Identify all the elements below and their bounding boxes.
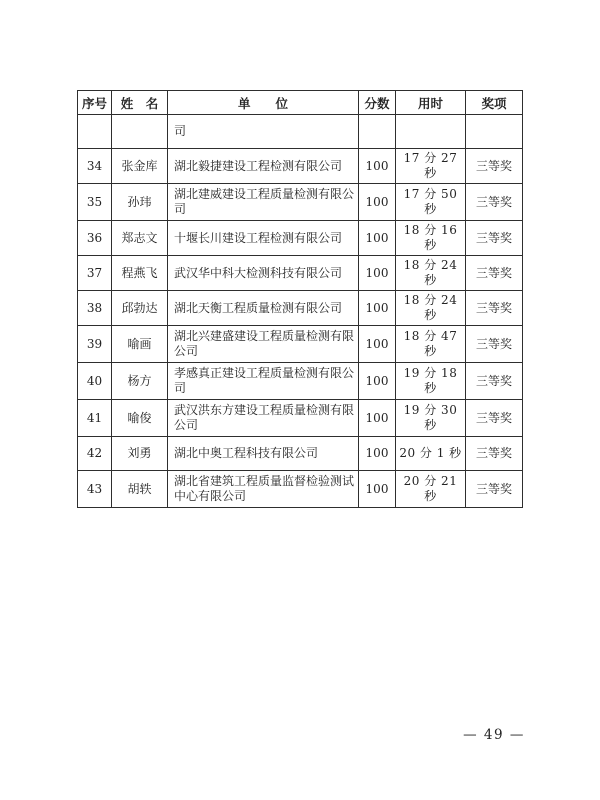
table-row [78,149,523,184]
table-row [78,256,523,291]
cell-serial: 41 [78,400,112,437]
cell-serial: 39 [78,326,112,363]
cell-name [112,115,168,149]
cell-name: 郑志文 [112,221,168,256]
table-row [78,471,523,508]
cell-award: 三等奖 [466,437,523,471]
cell-name: 邱勃达 [112,291,168,326]
header-serial: 序号 [78,91,112,115]
table-row [78,400,523,437]
table-row [78,291,523,326]
cell-serial [78,115,112,149]
table-row [78,363,523,400]
cell-name: 喻俊 [112,400,168,437]
cell-score: 100 [359,326,396,363]
cell-unit: 武汉洪东方建设工程质量检测有限公司 [168,400,359,437]
table-row [78,221,523,256]
cell-time: 18 分 16 秒 [396,221,466,256]
header-score: 分数 [359,91,396,115]
cell-award: 三等奖 [466,184,523,221]
header-award: 奖项 [466,91,523,115]
cell-serial: 37 [78,256,112,291]
cell-time: 17 分 50 秒 [396,184,466,221]
cell-score: 100 [359,363,396,400]
header-unit: 单 位 [168,91,359,115]
cell-award: 三等奖 [466,149,523,184]
cell-award: 三等奖 [466,221,523,256]
cell-score: 100 [359,256,396,291]
cell-award: 三等奖 [466,471,523,508]
cell-award: 三等奖 [466,400,523,437]
table-row [78,184,523,221]
cell-time: 18 分 47 秒 [396,326,466,363]
cell-unit: 湖北建威建设工程质量检测有限公司 [168,184,359,221]
cell-unit: 孝感真正建设工程质量检测有限公司 [168,363,359,400]
table-row [78,437,523,471]
cell-time: 20 分 1 秒 [396,437,466,471]
cell-name: 张金库 [112,149,168,184]
cell-unit: 司 [168,115,359,149]
cell-serial: 35 [78,184,112,221]
cell-serial: 42 [78,437,112,471]
cell-serial: 38 [78,291,112,326]
cell-score: 100 [359,291,396,326]
cell-name: 程燕飞 [112,256,168,291]
cell-serial: 36 [78,221,112,256]
results-table [77,90,523,508]
table-header-row [78,91,523,115]
cell-name: 胡轶 [112,471,168,508]
cell-time: 20 分 21 秒 [396,471,466,508]
cell-name: 喻画 [112,326,168,363]
cell-score: 100 [359,437,396,471]
cell-unit: 湖北毅捷建设工程检测有限公司 [168,149,359,184]
cell-award: 三等奖 [466,291,523,326]
cell-serial: 40 [78,363,112,400]
cell-score: 100 [359,149,396,184]
header-time: 用时 [396,91,466,115]
cell-name: 刘勇 [112,437,168,471]
cell-award: 三等奖 [466,326,523,363]
cell-name: 杨方 [112,363,168,400]
cell-unit: 湖北天衡工程质量检测有限公司 [168,291,359,326]
cell-serial: 43 [78,471,112,508]
cell-time [396,115,466,149]
cell-award: 三等奖 [466,363,523,400]
cell-time: 18 分 24 秒 [396,291,466,326]
cell-serial: 34 [78,149,112,184]
header-name: 姓 名 [112,91,168,115]
cell-unit: 湖北兴建盛建设工程质量检测有限公司 [168,326,359,363]
table-row [78,326,523,363]
cell-score: 100 [359,400,396,437]
cell-unit: 十堰长川建设工程检测有限公司 [168,221,359,256]
cell-unit: 湖北中奥工程科技有限公司 [168,437,359,471]
cell-time: 19 分 18 秒 [396,363,466,400]
table-row [78,115,523,149]
cell-score: 100 [359,184,396,221]
cell-unit: 武汉华中科大检测科技有限公司 [168,256,359,291]
cell-time: 19 分 30 秒 [396,400,466,437]
cell-name: 孙玮 [112,184,168,221]
cell-time: 17 分 27 秒 [396,149,466,184]
cell-score [359,115,396,149]
cell-unit: 湖北省建筑工程质量监督检验测试中心有限公司 [168,471,359,508]
cell-award: 三等奖 [466,256,523,291]
cell-award [466,115,523,149]
cell-score: 100 [359,471,396,508]
cell-score: 100 [359,221,396,256]
cell-time: 18 分 24 秒 [396,256,466,291]
page-number: — 49 — [463,727,525,743]
